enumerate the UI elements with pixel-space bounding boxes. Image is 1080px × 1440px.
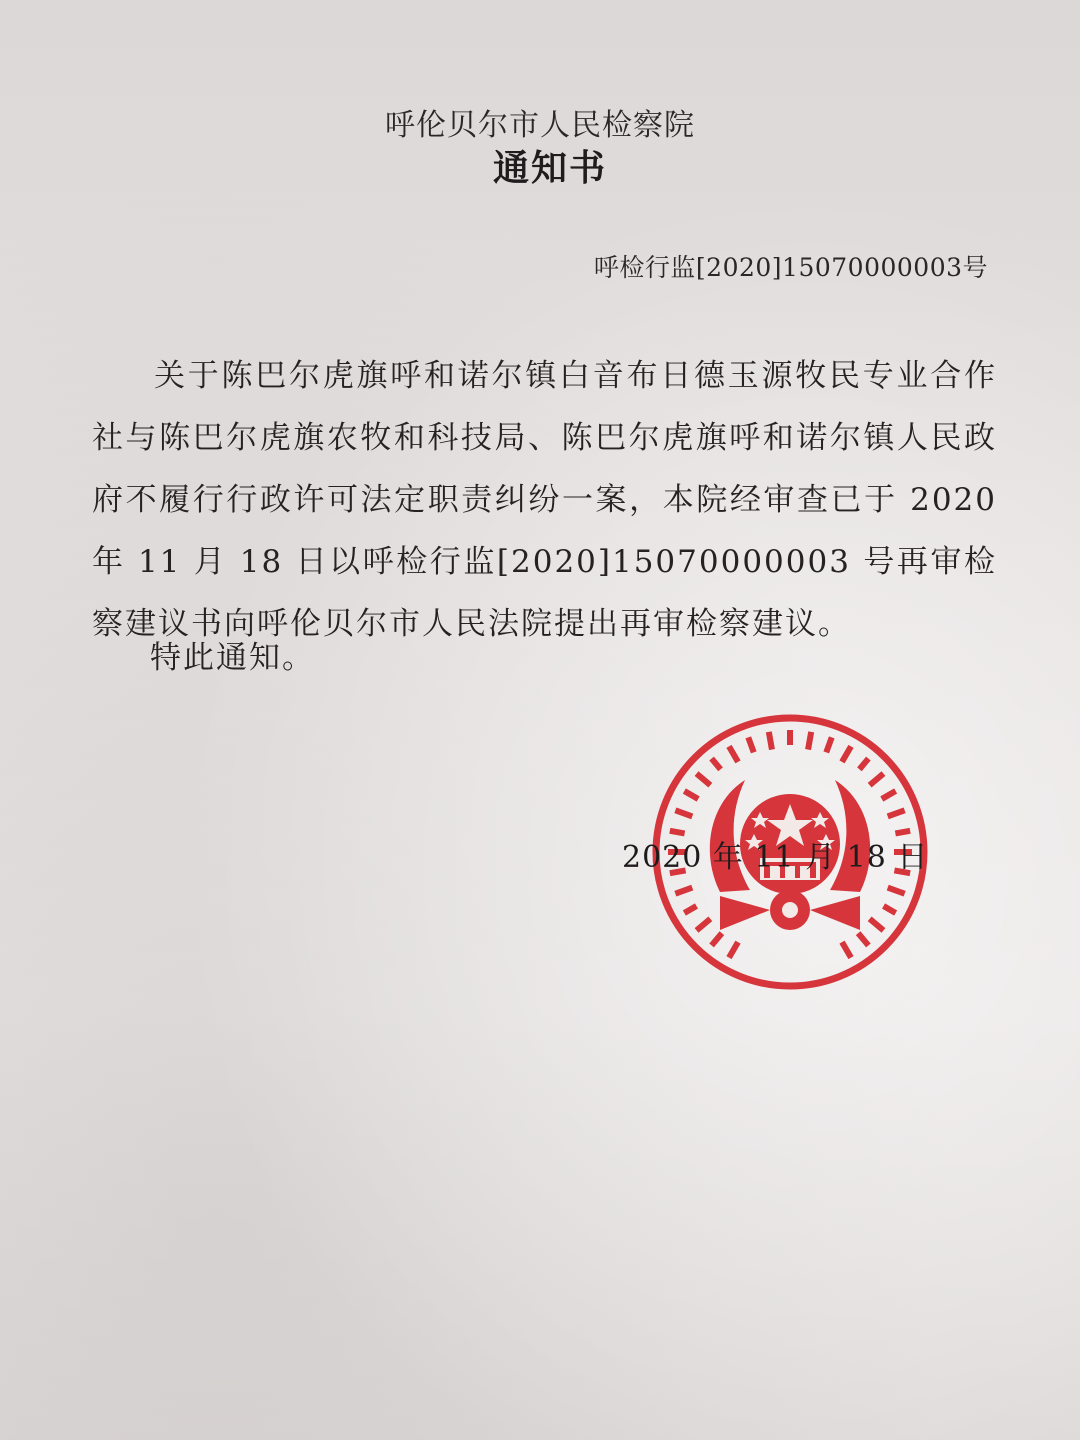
notice-body: [92, 345, 997, 655]
issue-date: 2020 年 11 月 18 日: [622, 840, 929, 875]
closing-statement: 特此通知。: [150, 640, 315, 676]
issuing-organization: 呼伦贝尔市人民检察院: [385, 108, 695, 143]
document-title: 通知书: [492, 147, 607, 189]
body-paragraph: 关于陈巴尔虎旗呼和诺尔镇白音布日德玉源牧民专业合作社与陈巴尔虎旗农牧和科技局、陈巴尔虎旗呼和诺尔镇人民政府不履行行政许可法定职责纠纷一案，本院经审查已于 2020 年 11 月 18 日以呼检行监[2020]15070000003 号再审检察建议书向呼伦贝尔市人民法院提出再审检察建议。: [92, 358, 997, 642]
document-number: 呼检行监[2020]15070000003号: [593, 253, 988, 282]
